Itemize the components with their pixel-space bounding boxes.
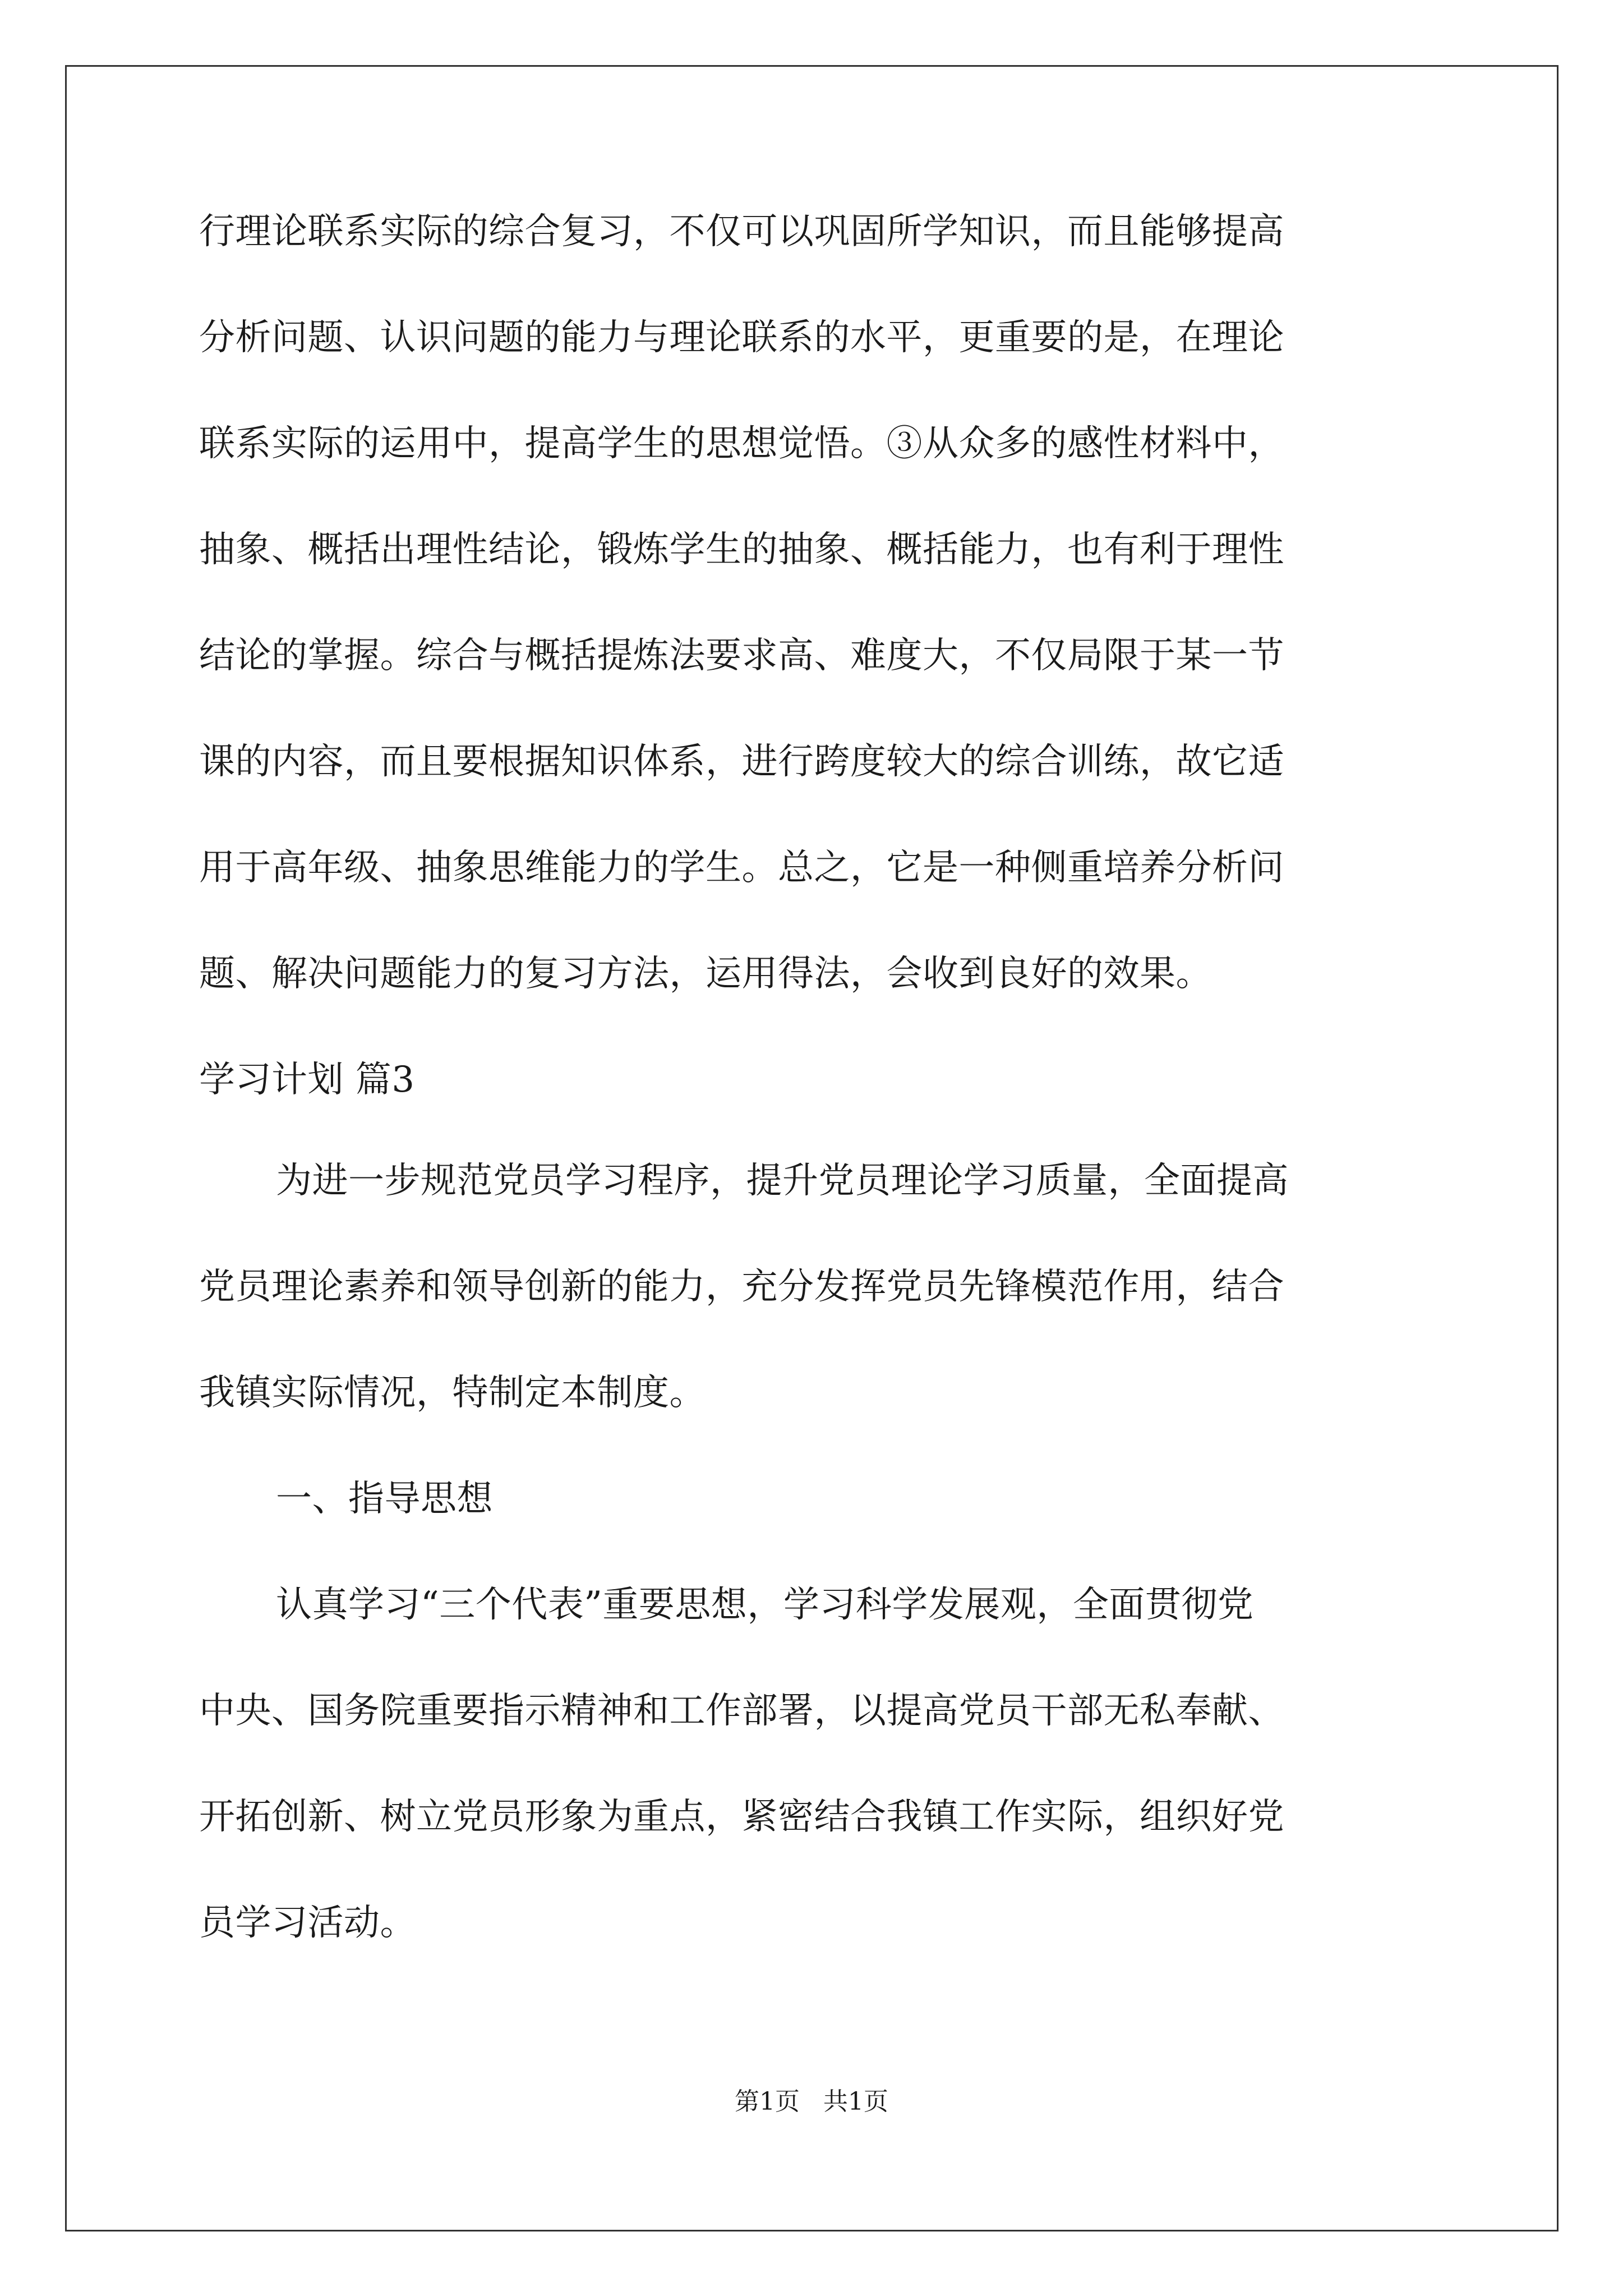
- text-line: 党员理论素养和领导创新的能力，充分发挥党员先锋模范作用，结合: [199, 1266, 1284, 1308]
- paragraph-start-line: 认真学习“三个代表”重要思想，学习科学发展观，全面贯彻党: [276, 1584, 1254, 1626]
- paragraph-start-line: 为进一步规范党员学习程序，提升党员理论学习质量，全面提高: [276, 1160, 1289, 1202]
- text-line: 联系实际的运用中，提高学生的思想觉悟。③从众多的感性材料中，: [199, 423, 1284, 464]
- page-footer: [0, 2088, 1623, 2116]
- page-number: 第1页: [735, 2087, 800, 2116]
- document-body: [199, 212, 1422, 2009]
- section-heading: 学习计划 篇3: [199, 1059, 415, 1101]
- text-line: 行理论联系实际的综合复习，不仅可以巩固所学知识，而且能够提高: [199, 211, 1284, 252]
- text-line: 课的内容，而且要根据知识体系，进行跨度较大的综合训练，故它适: [199, 741, 1284, 783]
- text-line: 分析问题、认识问题的能力与理论联系的水平，更重要的是，在理论: [199, 317, 1284, 358]
- text-line: 员学习活动。: [199, 1902, 416, 1944]
- subsection-heading: 一、指导思想: [276, 1478, 493, 1520]
- page-total: 共1页: [823, 2087, 888, 2116]
- text-line: 用于高年级、抽象思维能力的学生。总之，它是一种侧重培养分析问: [199, 847, 1284, 889]
- text-line: 我镇实际情况，特制定本制度。: [199, 1372, 706, 1414]
- text-line: 抽象、概括出理性结论，锻炼学生的抽象、概括能力，也有利于理性: [199, 529, 1284, 570]
- text-line: 开拓创新、树立党员形象为重点，紧密结合我镇工作实际，组织好党: [199, 1796, 1284, 1838]
- text-line: 题、解决问题能力的复习方法，运用得法，会收到良好的效果。: [199, 953, 1212, 995]
- text-line: 中央、国务院重要指示精神和工作部署，以提高党员干部无私奉献、: [199, 1690, 1284, 1732]
- text-line: 结论的掌握。综合与概括提炼法要求高、难度大，不仅局限于某一节: [199, 635, 1284, 677]
